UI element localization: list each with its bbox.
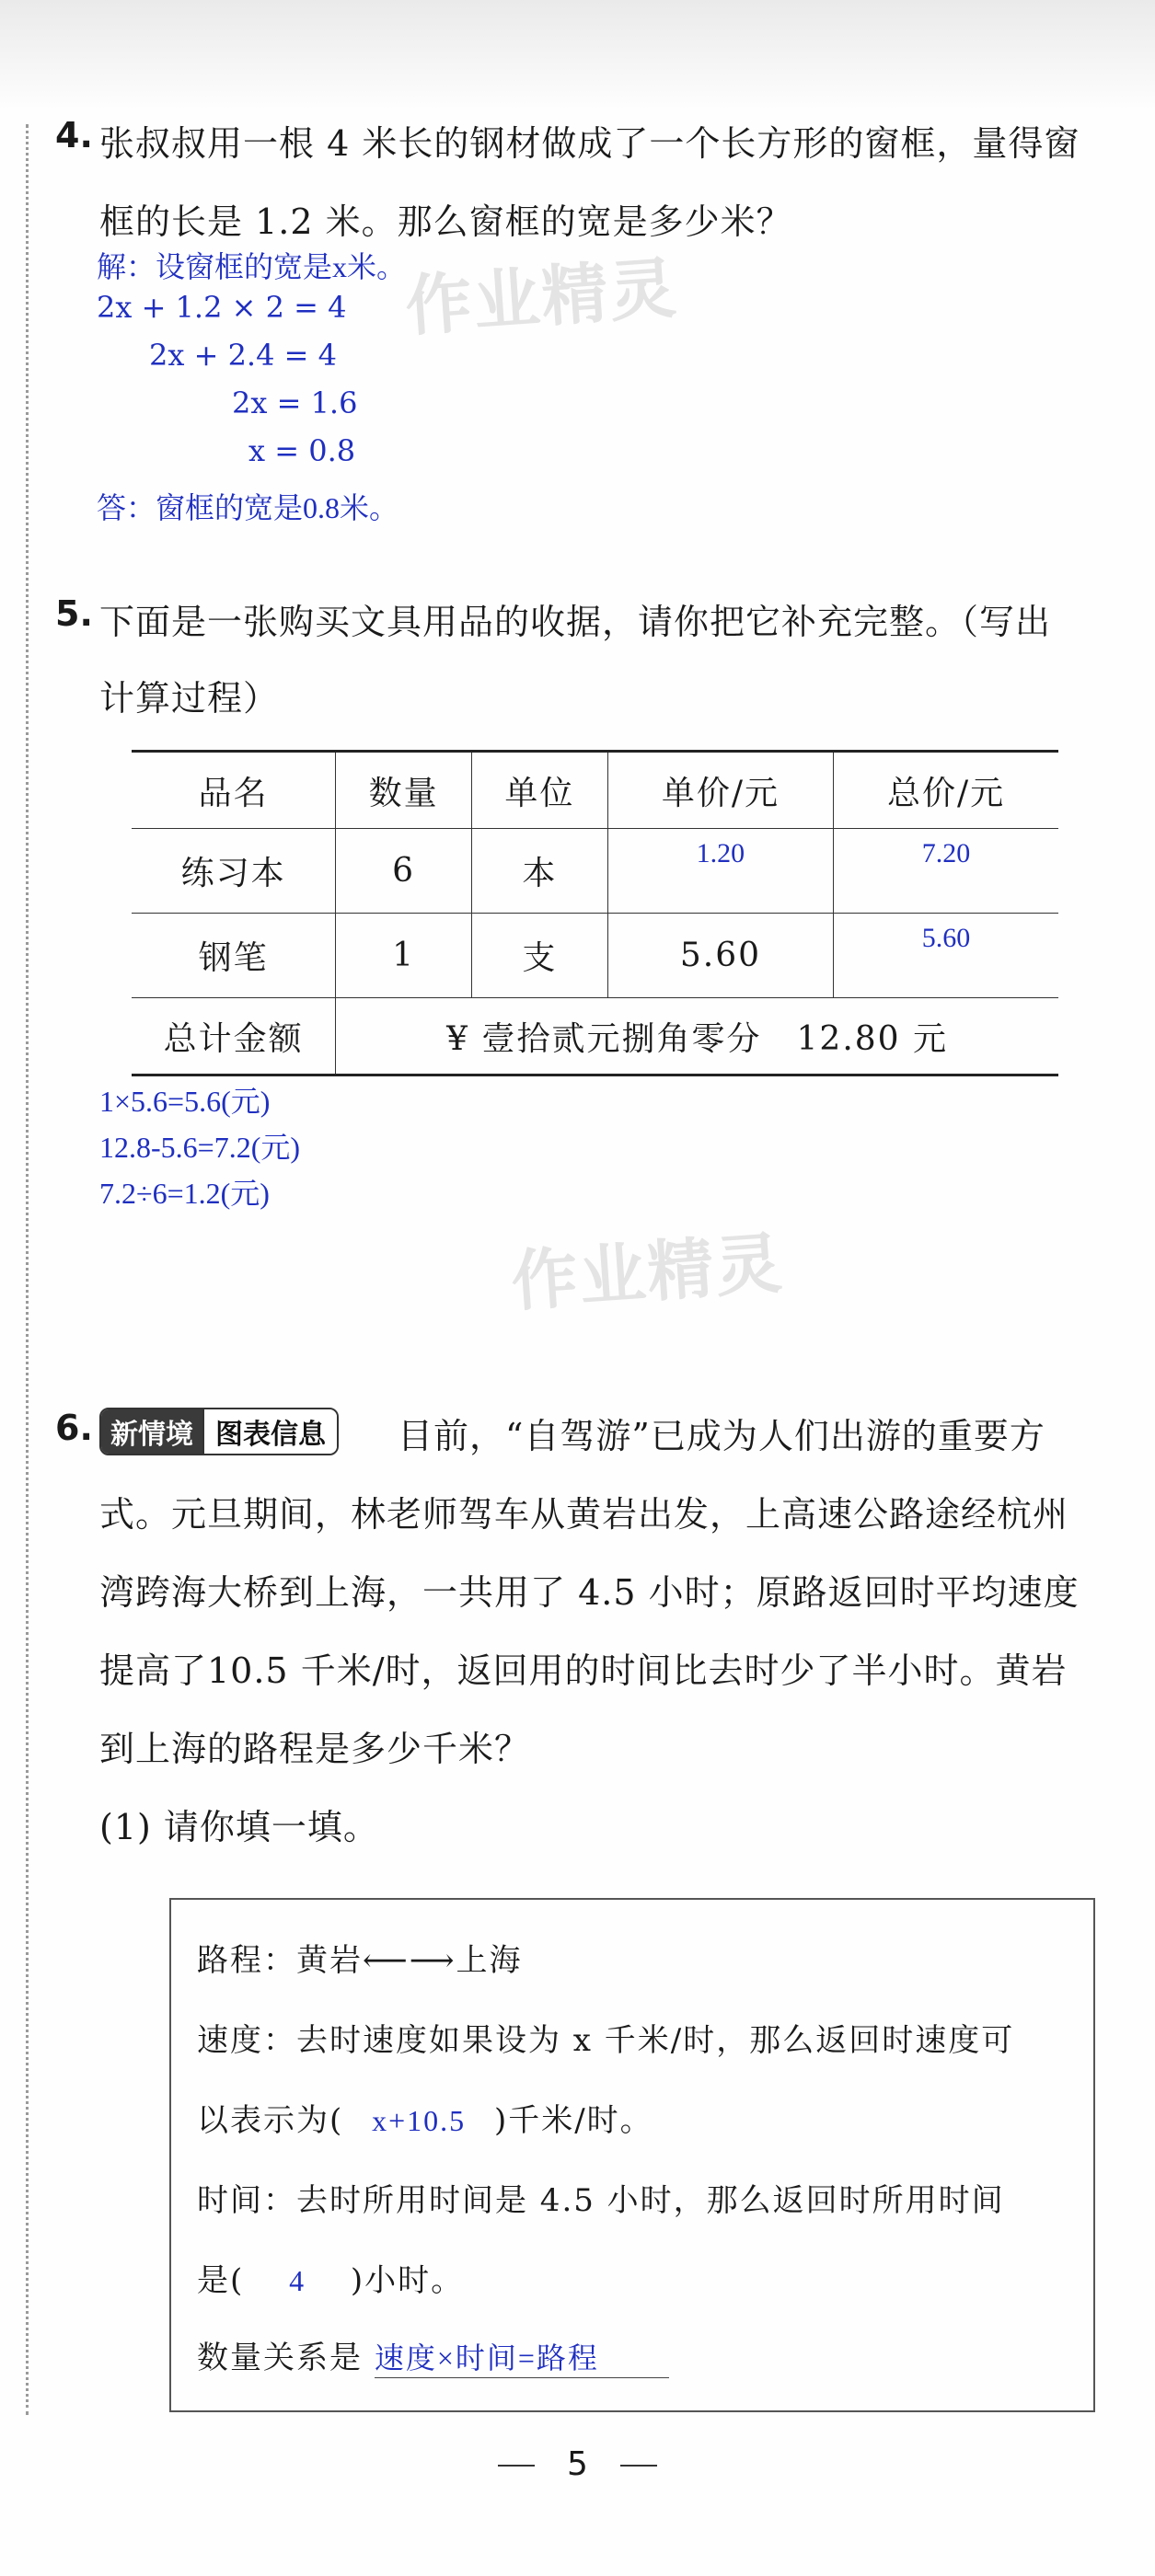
receipt-table (132, 750, 1058, 1076)
badge-new-context: 新情境 (101, 1409, 202, 1454)
q4-answer: 答：窗框的宽是0.8米。 (97, 491, 399, 524)
total-label: 总计金额 (132, 998, 336, 1075)
row2-price: 5.60 (607, 914, 833, 998)
watermark-2: 作业精灵 (508, 1224, 787, 1321)
speed-fill-answer: x+10.5 (372, 2104, 467, 2137)
box-speed-line2 (197, 2095, 653, 2140)
q4-solution-intro: 解：设窗框的宽是x米。 (97, 250, 407, 283)
q4-text-line1: 张叔叔用一根 4 米长的钢材做成了一个长方形的窗框，量得窗 (99, 123, 1080, 164)
footer-dash-left (498, 2465, 535, 2467)
table-row (132, 829, 1058, 914)
q6-part1-label: (1) 请你填一填。 (99, 1807, 379, 1847)
q4-step-3: 2x = 1.6 (232, 385, 358, 420)
q4-number: 4. (55, 115, 93, 155)
time-pre: 是( (197, 2262, 245, 2299)
badge-chart-info: 图表信息 (202, 1409, 337, 1454)
q5-work-3: 7.2÷6=1.2(元) (99, 1177, 270, 1210)
header-total: 总价/元 (834, 752, 1058, 829)
margin-rule (26, 124, 29, 2415)
q4-step-1: 2x + 1.2 × 2 = 4 (97, 290, 347, 325)
watermark-1: 作业精灵 (402, 248, 681, 346)
row1-qty: 6 (336, 829, 472, 914)
row2-unit: 支 (471, 914, 607, 998)
relation-pre: 数量关系是 (197, 2340, 363, 2376)
q6-text-line2: 式。元旦期间，林老师驾车从黄岩出发，上高速公路途经杭州 (99, 1494, 1069, 1535)
q4-text-line2: 框的长是 1.2 米。那么窗框的宽是多少米？ (99, 201, 792, 242)
page-footer (0, 2445, 1155, 2483)
page-number: 5 (567, 2445, 588, 2483)
q5-work-1: 1×5.6=5.6(元) (99, 1085, 271, 1118)
box-speed-line1: 速度：去时速度如果设为 x 千米/时，那么返回时速度可 (197, 2022, 1015, 2059)
time-post: )小时。 (350, 2262, 465, 2299)
q5-number: 5. (55, 593, 93, 634)
row2-total: 5.60 (834, 914, 1058, 998)
q6-number: 6. (55, 1408, 93, 1448)
q4-step-4: x = 0.8 (248, 433, 356, 468)
speed-post: )千米/时。 (493, 2102, 653, 2139)
row2-qty: 1 (336, 914, 472, 998)
header-name: 品名 (132, 752, 336, 829)
box-time-line2 (197, 2255, 464, 2300)
row1-price: 1.20 (607, 829, 833, 914)
header-price: 单价/元 (607, 752, 833, 829)
q6-text-line4: 提高了10.5 千米/时，返回用的时间比去时少了半小时。黄岩 (99, 1650, 1068, 1691)
q5-work-2: 12.8-5.6=7.2(元) (99, 1131, 301, 1164)
q6-text-line3: 湾跨海大桥到上海，一共用了 4.5 小时；原路返回时平均速度 (99, 1572, 1080, 1613)
row2-name: 钢笔 (132, 914, 336, 998)
header-qty: 数量 (336, 752, 472, 829)
box-time-line1: 时间：去时所用时间是 4.5 小时，那么返回时所用时间 (197, 2182, 1005, 2219)
q5-text-line1: 下面是一张购买文具用品的收据，请你把它补充完整。（写出 (99, 602, 1052, 642)
total-value: ¥ 壹拾贰元捌角零分 12.80 元 (336, 998, 1058, 1075)
box-relation (197, 2332, 669, 2378)
row1-unit: 本 (471, 829, 607, 914)
top-shade (0, 0, 1155, 110)
relation-fill-answer: 速度×时间=路程 (375, 2335, 669, 2378)
row1-total: 7.20 (834, 829, 1058, 914)
time-fill-answer: 4 (289, 2264, 306, 2297)
q6-tag-badge (99, 1408, 339, 1455)
table-row-total (132, 998, 1058, 1075)
q6-fill-box (169, 1898, 1095, 2412)
q4-step-2: 2x + 2.4 = 4 (149, 338, 337, 373)
header-unit: 单位 (471, 752, 607, 829)
speed-pre: 以表示为( (197, 2102, 344, 2139)
q6-text-line5: 到上海的路程是多少千米？ (99, 1729, 531, 1769)
receipt-header-row (132, 752, 1058, 829)
footer-dash-right (620, 2465, 657, 2467)
q6-text-line1: 目前，“自驾游”已成为人们出游的重要方 (398, 1416, 1045, 1456)
table-row (132, 914, 1058, 998)
row1-name: 练习本 (132, 829, 336, 914)
q5-text-line2: 计算过程） (99, 678, 280, 719)
box-route: 路程：黄岩⟵⟶上海 (197, 1942, 523, 1979)
